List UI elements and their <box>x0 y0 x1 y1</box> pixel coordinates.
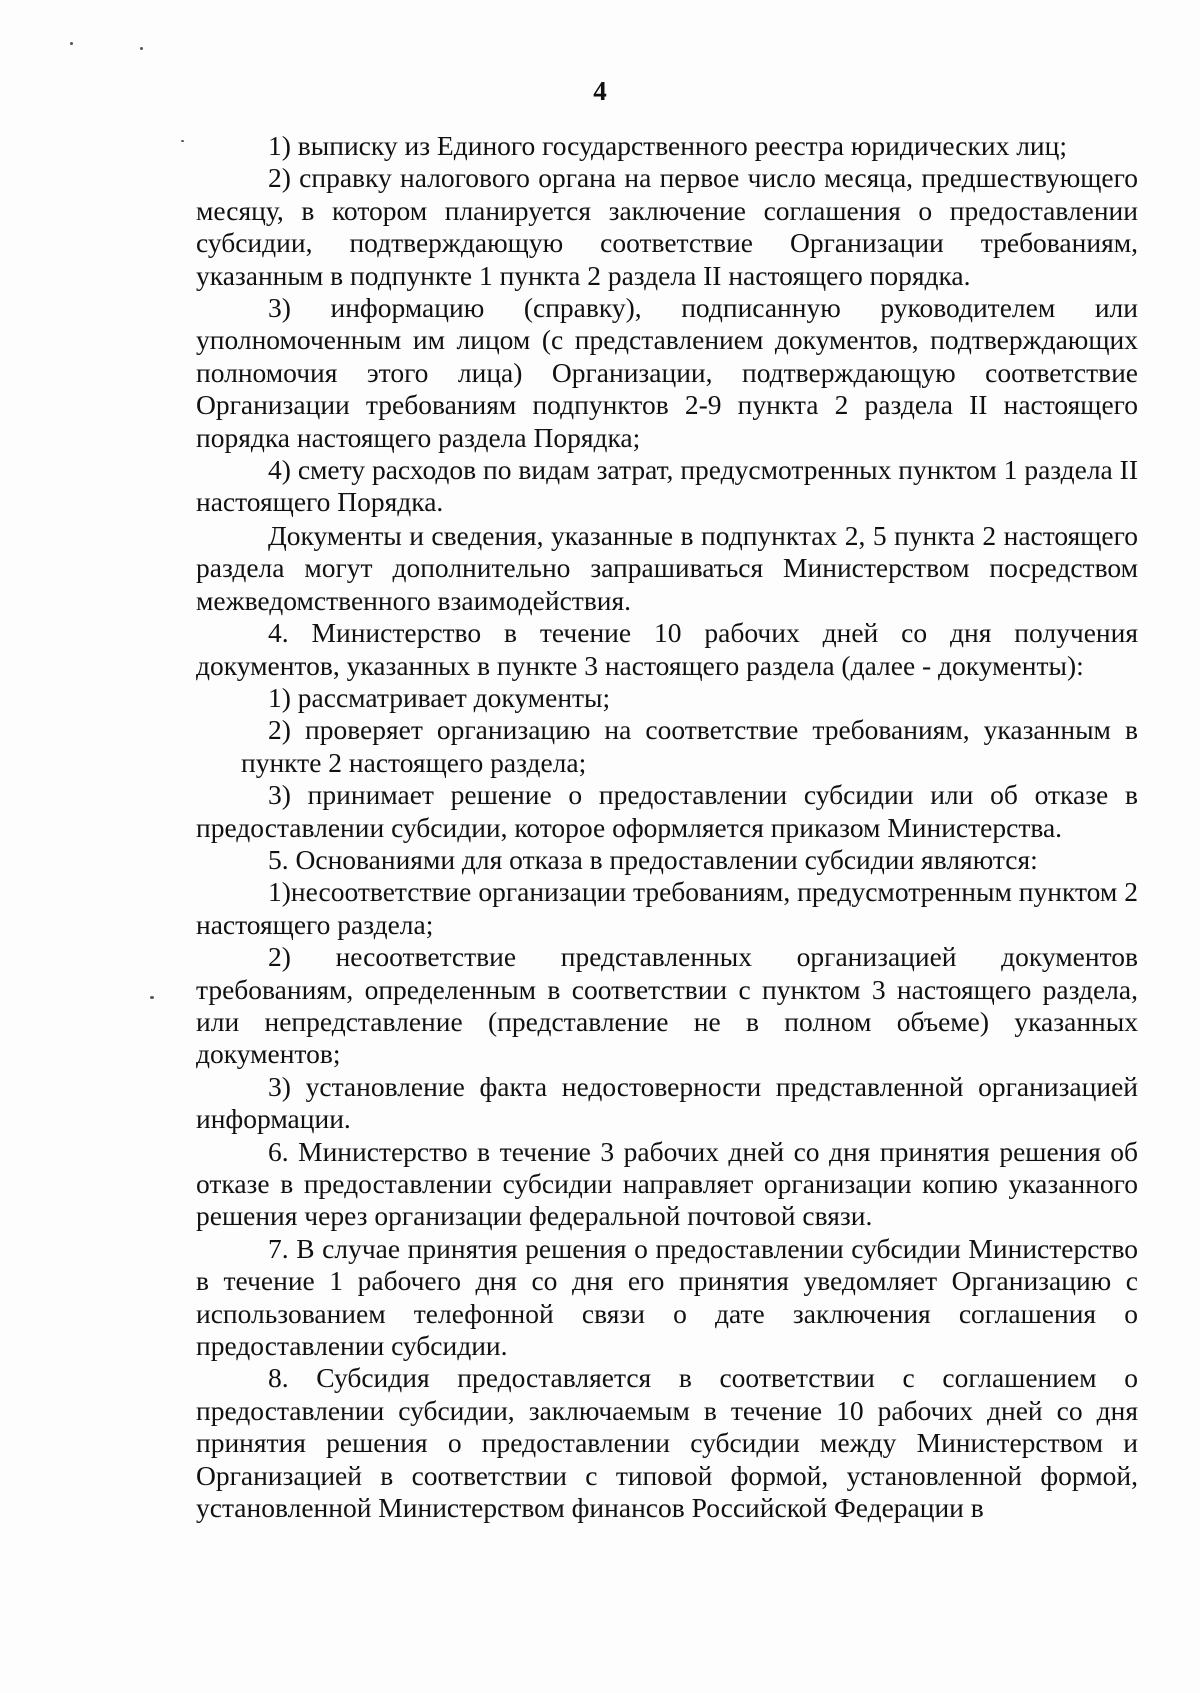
scan-speck <box>181 140 184 142</box>
paragraph: 1)несоответствие организации требованиям, предусмотренным пунктом 2 настоящего раздела; <box>196 876 1138 940</box>
paragraph: 2) проверяет организацию на соответствие требованиям, указанным в пункте 2 настоящего раздела; <box>241 714 1138 778</box>
paragraph: 5. Основаниями для отказа в предоставлении субсидии являются: <box>268 843 1038 875</box>
document-body <box>196 130 1138 1524</box>
paragraph: 3) информацию (справку), подписанную руководителем или уполномоченным им лицом (с представлением документов, подтверждающих полномочия этого лица) Организации, подтверждающую соответствие Организации требованиям подпунктов 2-9 пункта 2 раздела II настоящего порядка настоящего раздела Порядка; <box>196 292 1138 453</box>
paragraph: 3) установление факта недостоверности представленной организацией информации. <box>196 1070 1138 1135</box>
paragraph: 4. Министерство в течение 10 рабочих дней со дня получения документов, указанных в пункте 3 настоящего раздела (далее - документы): <box>196 617 1138 681</box>
paragraph: Документы и сведения, указанные в подпунктах 2, 5 пункта 2 настоящего раздела могут дополнительно запрашиваться Министерством посредством межведомственного взаимодействия. <box>196 519 1138 616</box>
paragraph: 4) смету расходов по видам затрат, предусмотренных пунктом 1 раздела II настоящего Порядка. <box>196 454 1138 518</box>
paragraph: 2) справку налогового органа на первое число месяца, предшествующего месяцу, в котором планируется заключение соглашения о предоставлении субсидии, подтверждающую соответствие Организации требованиям, указанным в подпункте 1 пункта 2 раздела II настоящего порядка. <box>196 162 1138 291</box>
paragraph: 1) рассматривает документы; <box>268 681 611 713</box>
scan-speck <box>150 996 154 999</box>
paragraph: 6. Министерство в течение 3 рабочих дней со дня принятия решения об отказе в предоставлении субсидии направляет организации копию указанного решения через организации федеральной почтовой связи. <box>196 1135 1138 1232</box>
page-number: 4 <box>593 76 607 106</box>
paragraph: 2) несоответствие представленных организацией документов требованиям, определенным в соответствии с пунктом 3 настоящего раздела, или непредставление (представление не в полном объеме) указанных документов; <box>196 941 1138 1070</box>
scan-speck <box>140 47 143 50</box>
scan-speck <box>70 42 73 45</box>
paragraph: 1) выписку из Единого государственного реестра юридических лиц; <box>268 130 1068 161</box>
paragraph: 8. Субсидия предоставляется в соответствии с соглашением о предоставлении субсидии, заключаемым в течение 10 рабочих дней со дня принятия решения о предоставлении субсидии между Министерством и Организацией в соответствии с типовой формой, установленной формой, установленной Министерством финансов Российской Федерации в <box>196 1362 1138 1524</box>
paragraph: 3) принимает решение о предоставлении субсидии или об отказе в предоставлении субсидии, которое оформляется приказом Министерства. <box>196 779 1138 843</box>
paragraph: 7. В случае принятия решения о предоставлении субсидии Министерство в течение 1 рабочего дня со дня его принятия уведомляет Организацию с использованием телефонной связи о дате заключения соглашения о предоставлении субсидии. <box>196 1232 1138 1362</box>
